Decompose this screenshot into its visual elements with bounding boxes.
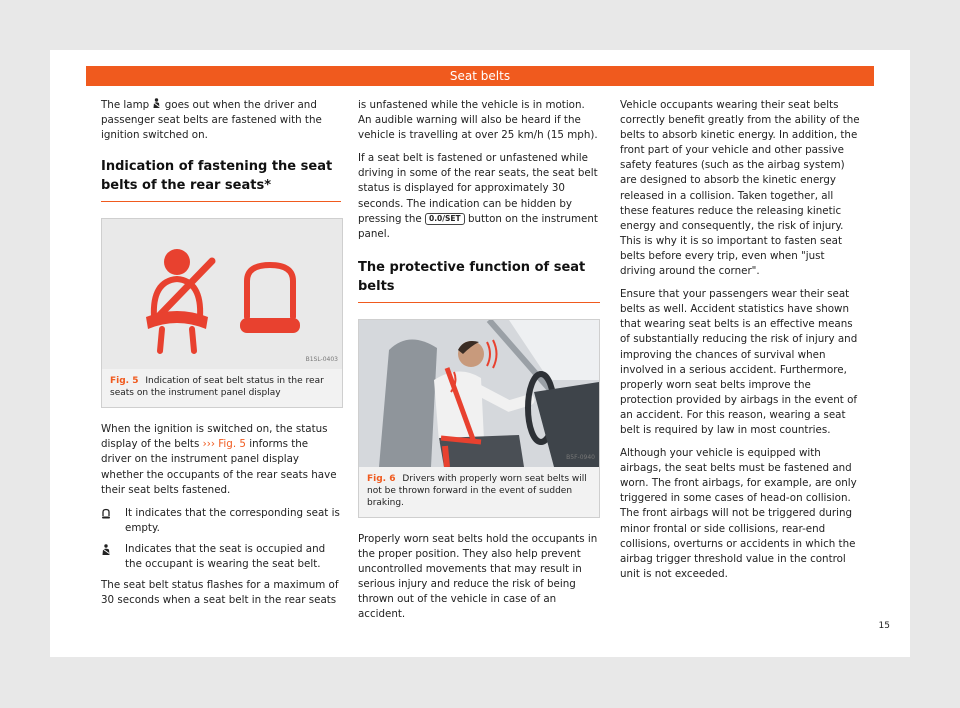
empty-seat-row xyxy=(101,506,341,536)
figure-5-label: Fig. 5 xyxy=(110,376,139,387)
audible-warning-paragraph: is unfastened while the vehicle is in motion. An audible warning will also be heard if the vehicle is travelling at over 25 km/h (15 mph). xyxy=(358,99,598,142)
empty-seat-back xyxy=(247,265,293,317)
figure-5-caption-text: Indication of seat belt status in the rear seats on the instrument panel display xyxy=(110,376,324,399)
figure-5-id: B1SL-0403 xyxy=(305,356,338,364)
rear-seat-belt-status-icons xyxy=(102,219,342,369)
manual-page xyxy=(50,50,910,657)
set-button-symbol: 0.0/SET xyxy=(425,213,465,225)
occupant-head xyxy=(164,249,190,275)
column-2 xyxy=(358,98,600,630)
status-text-start: When the ignition is switched on, the status display of the belts xyxy=(101,423,328,451)
status-display-paragraph xyxy=(101,422,341,497)
figure-5 xyxy=(101,218,343,408)
belted-seat-row xyxy=(101,542,341,572)
right-leg xyxy=(192,329,194,351)
rear-seats-heading: Indication of fastening the seat belts of the rear seats* xyxy=(101,157,341,202)
kinetic-energy-paragraph: Vehicle occupants wearing their seat belts correctly benefit greatly from the ability of the belts to absorb kinetic energy. In addition, the front part of your vehicle and other passive safety features (such as the airbag system) are designed to absorb the kinetic energy released in a collision. Taken together, all these features reduce the releasing kinetic energy and consequently, the risk of injury. This is why it is so important to fasten seat belts before every trip, even when "just driving around the corner". xyxy=(620,99,860,278)
empty-seat-text: It indicates that the corresponding seat is empty. xyxy=(125,506,340,534)
lamp-text-start: The lamp xyxy=(101,99,150,111)
lamp-text-end: goes out when the driver and passenger seat belts are fastened with the ignition switched on. xyxy=(101,99,322,142)
figure-6-caption-text: Drivers with properly worn seat belts will not be thrown forward in the event of sudden braking. xyxy=(367,473,587,508)
proper-position-paragraph: Properly worn seat belts hold the occupants in the proper position. They also help prevent uncontrolled movements that may result in serious injury and reduce the risk of being thrown out of the vehicle in case of an accident. xyxy=(358,532,598,621)
column-1 xyxy=(101,98,341,616)
belted-seat-text: Indicates that the seat is occupied and the occupant is wearing the seat belt. xyxy=(125,542,326,571)
belted-seat-icon xyxy=(101,542,125,572)
section-header: Seat belts xyxy=(86,66,874,86)
empty-seat-cushion xyxy=(240,318,300,333)
page-number: 15 xyxy=(878,621,890,631)
figure-5-image xyxy=(102,219,342,369)
figure-5-reference[interactable]: ››› Fig. 5 xyxy=(202,438,246,451)
figure-6-id: B5F-0940 xyxy=(566,453,595,461)
figure-6-label: Fig. 6 xyxy=(367,473,396,484)
figure-6-image xyxy=(359,320,599,467)
driver-illustration xyxy=(359,320,599,467)
display-duration-paragraph xyxy=(358,151,600,242)
lamp-paragraph xyxy=(101,98,341,143)
display-text-start: If a seat belt is fastened or unfastened while driving in some of the rear seats, the seat belt status is displayed for approximately 30 seconds. The indication can be hidden by pressing the xyxy=(358,152,598,225)
left-leg xyxy=(160,329,162,351)
empty-seat-icon xyxy=(101,506,125,536)
protective-function-heading: The protective function of seat belts xyxy=(358,258,600,303)
airbags-paragraph: Although your vehicle is equipped with airbags, the seat belts must be fastened and worn. The front airbags, for example, are only triggered in some cases of head-on collision. The front airbags will not be triggered during minor frontal or side collisions, rear-end collisions, overturns or accidents in which the airbag trigger threshold value in the control unit is not exceeded. xyxy=(620,447,857,580)
seatbelt-warning-icon xyxy=(152,98,161,109)
belt-retractor xyxy=(445,446,447,467)
column-3 xyxy=(620,98,862,590)
figure-5-caption xyxy=(102,369,342,407)
passengers-paragraph: Ensure that your passengers wear their seat belts as well. Accident statistics have shown that wearing seat belts is an effective means of substantially reducing the risk of injury and improving the chances of survival when involved in a serious accident. Furthermore, properly worn seat belts improve the protection provided by airbags in the event of an accident. For this reason, wearing a seat belt is required by law in most countries. xyxy=(620,288,858,436)
status-text-end: informs the driver on the instrument panel display whether the occupants of the rear seats have their seat belts fastened. xyxy=(101,438,337,496)
figure-6 xyxy=(358,319,600,518)
figure-6-caption xyxy=(359,467,599,517)
flash-paragraph: The seat belt status flashes for a maximum of 30 seconds when a seat belt in the rear seats xyxy=(101,579,339,607)
display-text-end: button on the instrument panel. xyxy=(358,212,598,240)
